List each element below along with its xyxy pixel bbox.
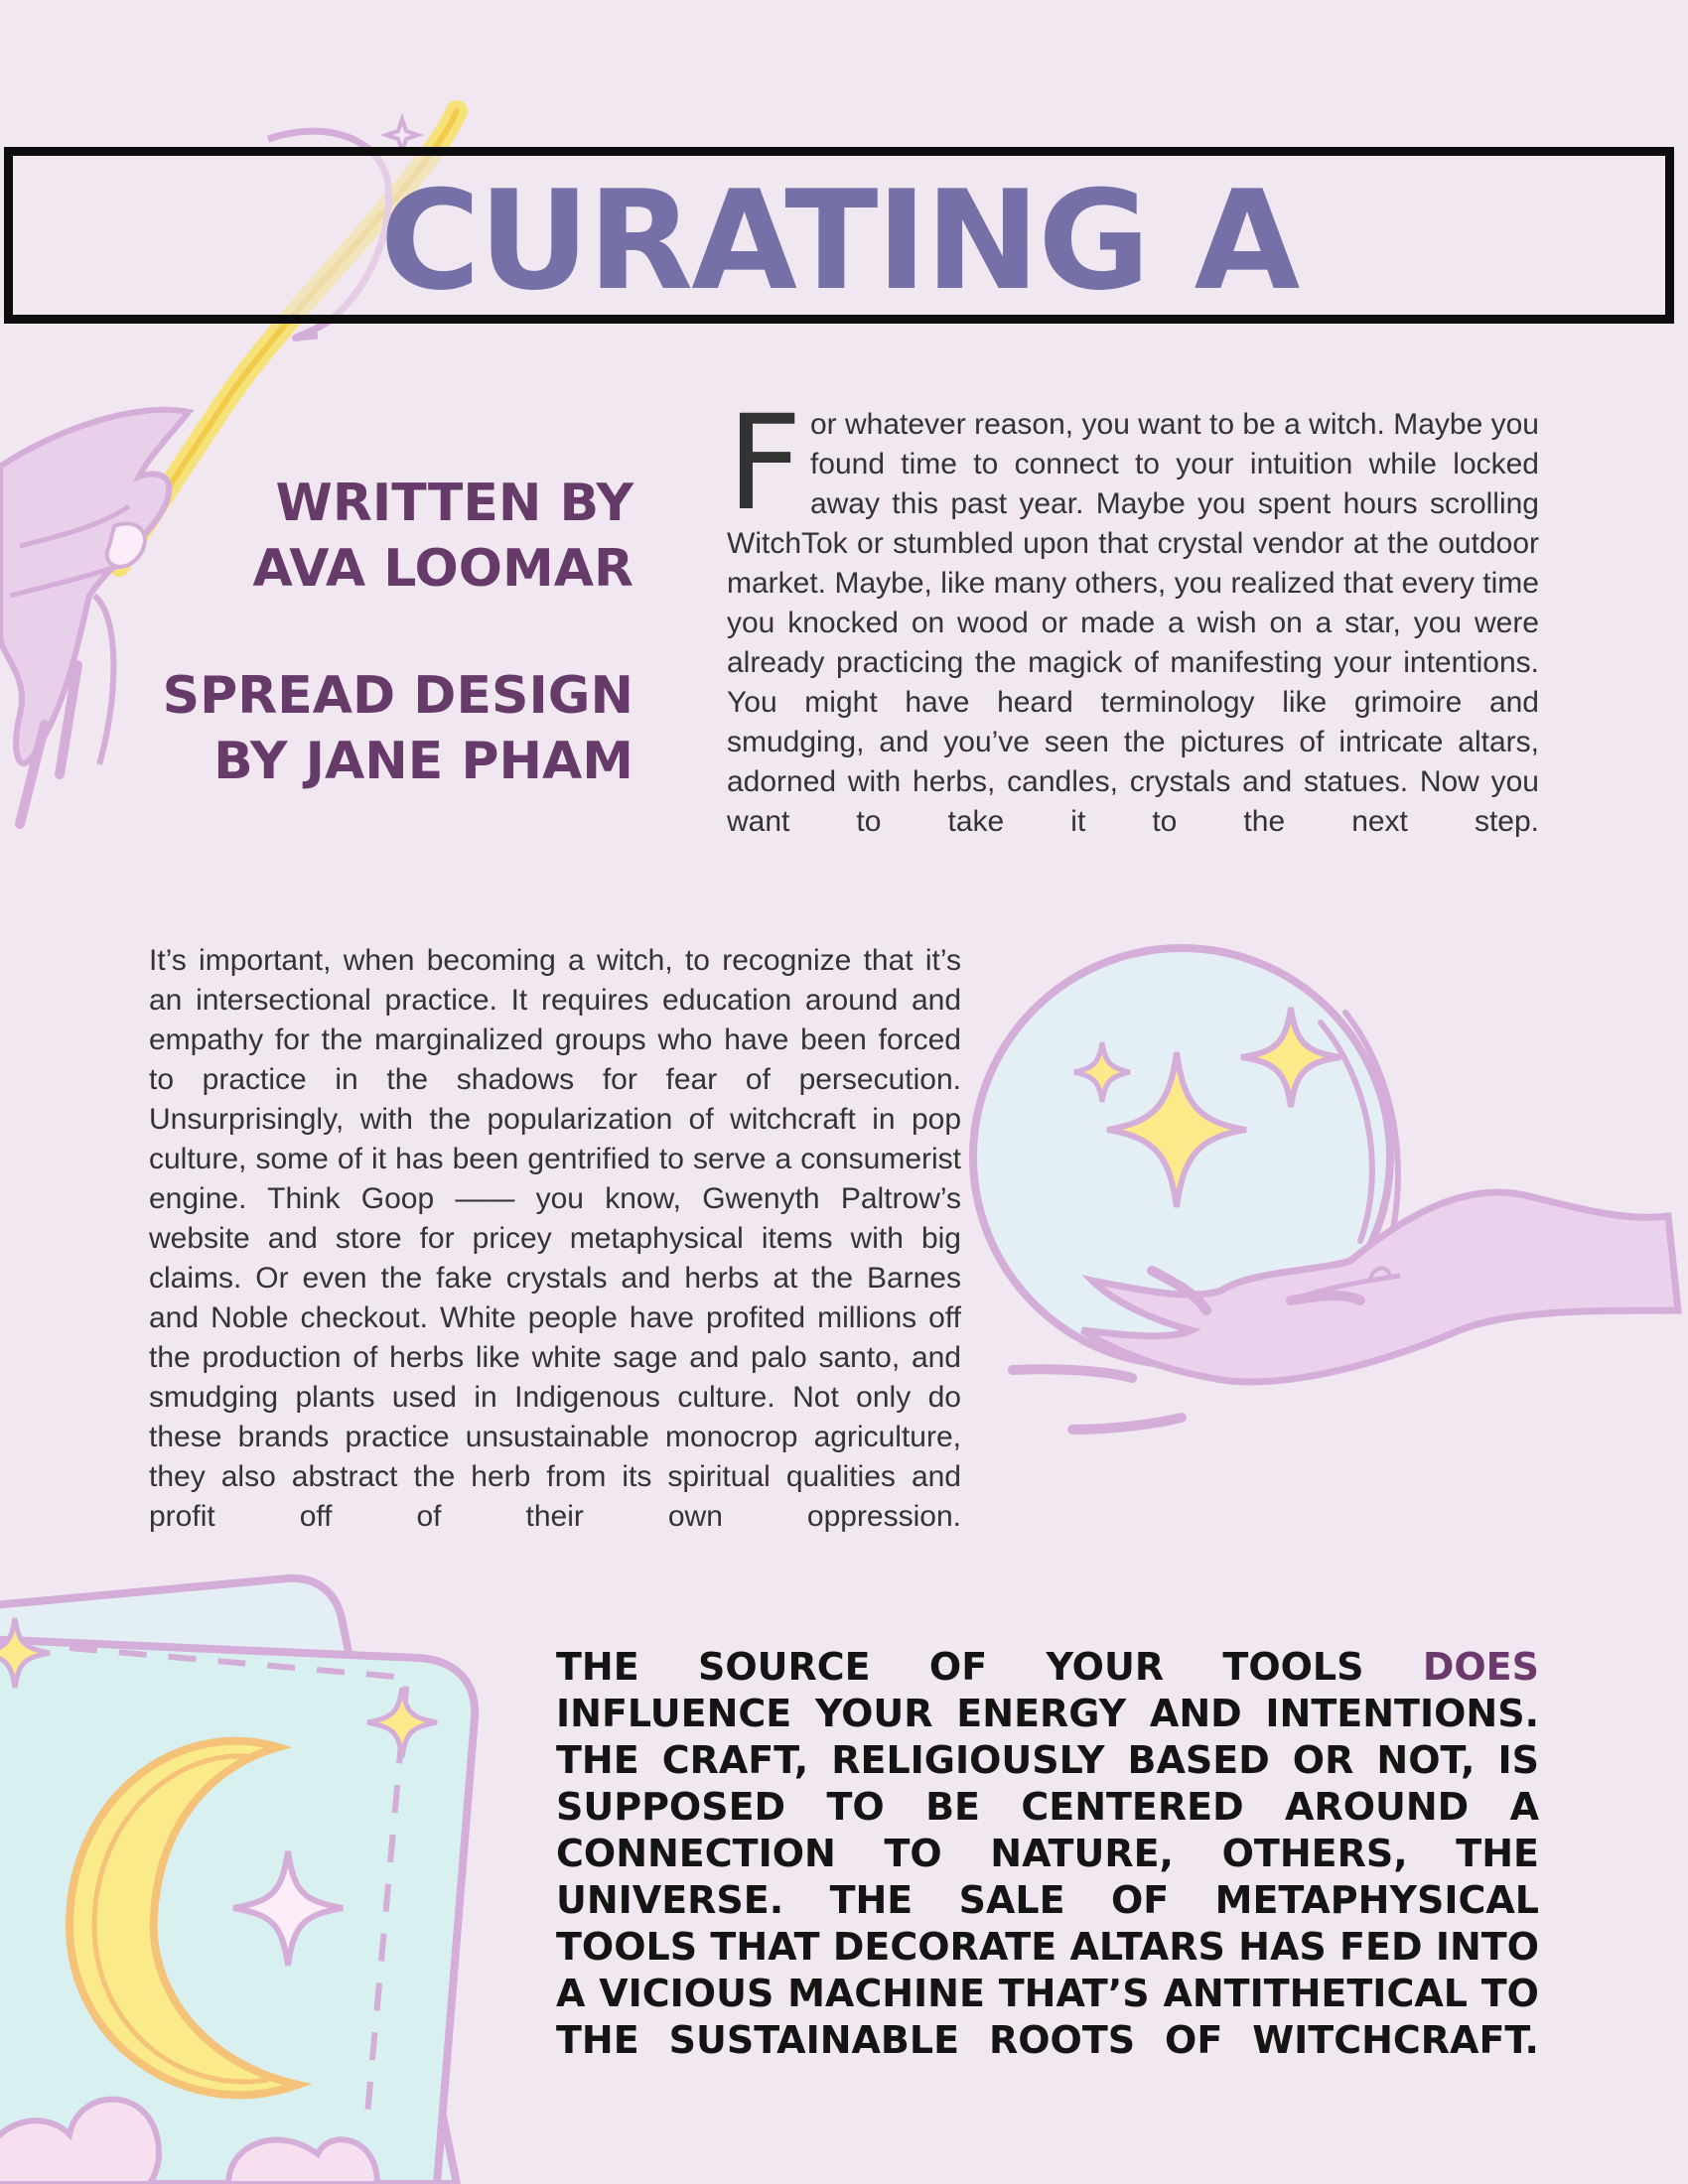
pull-quote-highlight: DOES	[1422, 1645, 1539, 1689]
pull-quote-before: THE SOURCE OF YOUR TOOLS	[556, 1645, 1423, 1689]
pull-quote	[556, 1644, 1539, 2064]
writer-credit: WRITTEN BY AVA LOOMAR	[252, 474, 633, 599]
drop-cap: F	[727, 387, 802, 540]
page-title: CURATING A	[379, 161, 1299, 321]
designer-credit: SPREAD DESIGN BY JANE PHAM	[162, 666, 633, 791]
intro-text: or whatever reason, you want to be a witch. Maybe you found time to connect to your intuition while locked away this past year. Maybe you spent hours scrolling WitchTok or stumbled upon that crystal vendor at the outdoor market. Maybe, like many others, you realized that every time you knocked on wood or made a wish on a star, you were already practicing the magick of manifesting your intentions. You might have heard terminology like grimoire and smudging, and you’ve seen the pictures of intricate altars, adorned with herbs, candles, crystals and statues. Now you want to take it to the next step.	[727, 408, 1539, 838]
tarot-card-moon-icon	[0, 1569, 496, 2184]
intro-paragraph	[727, 387, 1539, 842]
pull-quote-after: INFLUENCE YOUR ENERGY AND INTENTIONS. THE CRAFT, RELIGIOUSLY BASED OR NOT, IS SUPPOSED TO BE CENTERED AROUND A CONNECTION TO NATURE, OTHERS, THE UNIVERSE. THE SALE OF METAPHYSICAL TOOLS THAT DECORATE ALTARS HAS FED INTO A VICIOUS MACHINE THAT’S ANTITHETICAL TO THE SUSTAINABLE ROOTS OF WITCHCRAFT.	[556, 1692, 1539, 2062]
title-banner	[4, 147, 1674, 324]
body-paragraph: It’s important, when becoming a witch, to recognize that it’s an intersectional practice. It requires education around and empathy for the marginalized groups who have been forced to practice in the shadows for fear of persecution. Unsurprisingly, with the popularization of witchcraft in pop culture, some of it has been gentrified to serve a consumerist engine. Think Goop —— you know, Gwenyth Paltrow’s website and store for pricey metaphysical items with big claims. Or even the fake crystals and herbs at the Barnes and Noble checkout. White people have profited millions off the production of herbs like white sage and palo santo, and smudging plants used in Indigenous culture. Not only do these brands practice unsustainable monocrop agriculture, they also abstract the herb from its spiritual qualities and profit off of their own oppression.	[149, 944, 961, 1533]
crystal-ball-icon	[993, 943, 1688, 1499]
